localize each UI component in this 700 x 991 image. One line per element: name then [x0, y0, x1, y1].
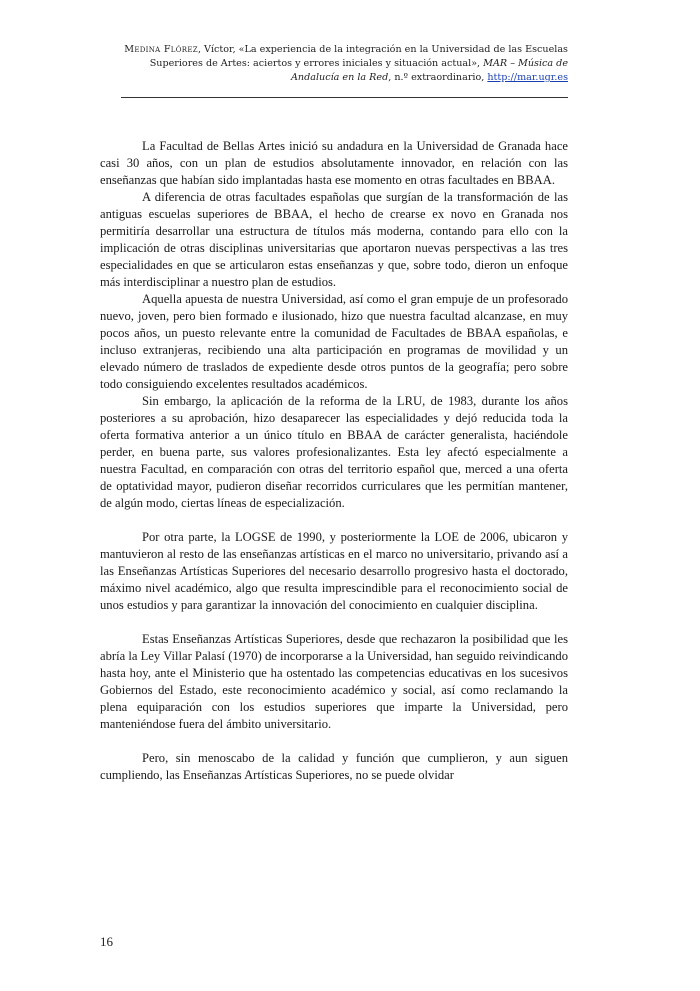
paragraph: La Facultad de Bellas Artes inició su andadura en la Universidad de Granada hace casi 30 años, con un plan de estudios absolutamente innovador, en relación con las enseñanzas que habían sido implantadas hasta ese momento en otras facultades en BBAA. — [100, 139, 568, 187]
paragraph: A diferencia de otras facultades españolas que surgían de la transformación de las antiguas escuelas superiores de BBAA, el hecho de crearse ex novo en Granada nos permitiría desarrollar una estructura de títulos más moderna, contando para ello con la implicación de otras disciplinas universitarias que aportaron nuevas perspectivas a las tres especialidades en que se articularon estas enseñanzas y que, sobre todo, dieron un enfoque más interdisciplinar a nuestro plan de estudios. — [100, 190, 568, 289]
header-journal-title: MAR – Música de Andalucía en la Red — [291, 58, 568, 83]
header-citation-part1: , Víctor, «La experiencia de la integración en la Universidad de las Escuelas Superiores de Artes: aciertos y errores iniciales y situación actual», — [149, 44, 568, 69]
header-url-link[interactable]: http://mar.ugr.es — [487, 72, 568, 83]
paragraph: Aquella apuesta de nuestra Universidad, así como el gran empuje de un profesorado nuevo, joven, pero bien formado e ilusionado, hizo que nuestra facultad alcanzase, en muy pocos años, un puesto relevante entre la comunidad de Facultades de BBAA españolas, e incluso extranjeras, recibiendo una alta participación en programas de movilidad y un elevado número de traslados de expediente desde otros puntos de la geografía; pero sobre todo consiguiendo excelentes resultados académicos. — [100, 292, 568, 391]
paragraph: Sin embargo, la aplicación de la reforma de la LRU, de 1983, durante los años posteriores a su aprobación, hizo desaparecer las especialidades y dejó reducida toda la oferta formativa anterior a un único título en BBAA de carácter generalista, haciéndole perder, en buena parte, sus valores profesionalizantes. Esta ley afectó especialmente a nuestra Facultad, en comparación con otras del territorio español que, merced a una oferta de optatividad mayor, pudieron diseñar recorridos curriculares que les permitían mantener, de algún modo, ciertas líneas de especialización. — [100, 394, 568, 510]
header-divider — [121, 97, 568, 98]
running-header — [100, 43, 568, 85]
header-author: Medina Flórez — [124, 44, 198, 55]
body-text — [100, 138, 568, 784]
paragraph: Por otra parte, la LOGSE de 1990, y posteriormente la LOE de 2006, ubicaron y mantuvieron al resto de las enseñanzas artísticas en el marco no universitario, privando así a las Enseñanzas Artísticas Superiores del necesario desarrollo progresivo hasta el doctorado, máximo nivel académico, algo que resulta imprescindible para el reconocimiento social de unos estudios y para garantizar la innovación del conocimiento en cualquier disciplina. — [100, 530, 568, 612]
page-number: 16 — [100, 934, 113, 949]
paragraph: Estas Enseñanzas Artísticas Superiores, desde que rechazaron la posibilidad que les abría la Ley Villar Palasí (1970) de incorporarse a la Universidad, han seguido reivindicando hasta hoy, ante el Ministerio que ha ostentado las competencias educativas en los sucesivos Gobiernos del Estado, este reconocimiento académico y social, así como reclamando la plena equiparación con los estudios superiores que imparte la Universidad, pero manteniéndose fuera del ámbito universitario. — [100, 632, 568, 731]
paragraph: Pero, sin menoscabo de la calidad y función que cumplieron, y aun siguen cumpliendo, las Enseñanzas Artísticas Superiores, no se puede olvidar — [100, 751, 568, 782]
header-citation-part2: , n.º extraordinario, — [388, 72, 488, 83]
